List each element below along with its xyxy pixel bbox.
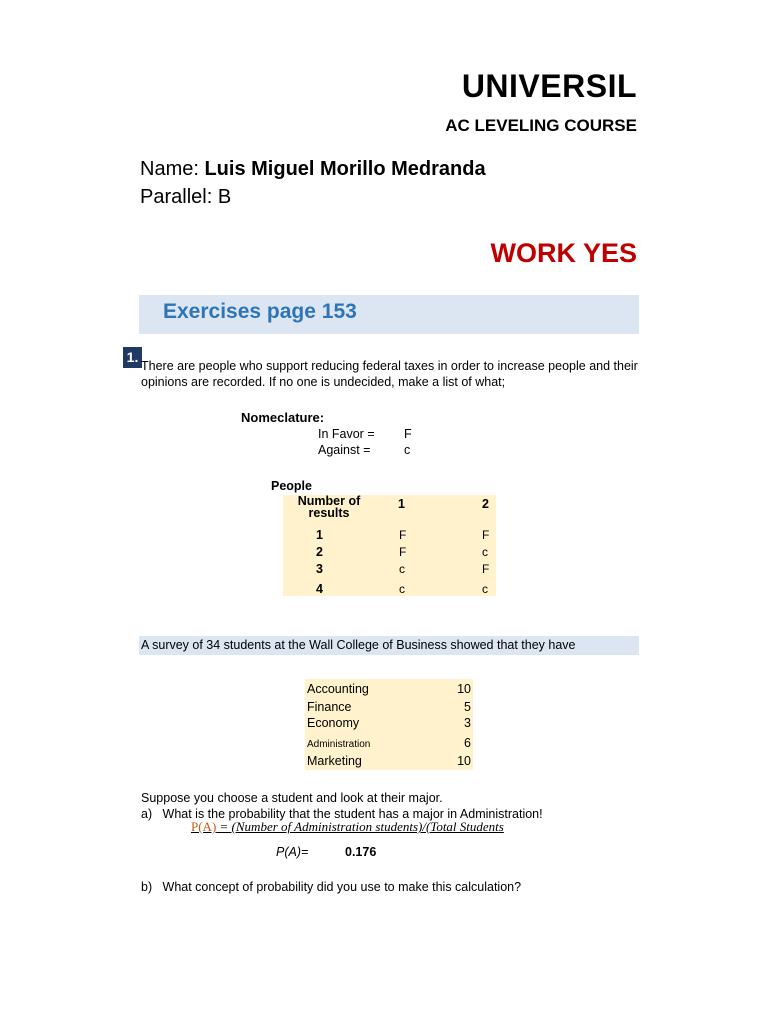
nomenclature-label: Against = bbox=[318, 443, 371, 457]
name-value: Luis Miguel Morillo Medranda bbox=[204, 158, 486, 180]
table-cell: c bbox=[482, 582, 488, 596]
nomenclature-value: F bbox=[404, 427, 412, 441]
student-name bbox=[140, 158, 486, 181]
name-label: Name: bbox=[140, 158, 199, 180]
table-header-col-1: 1 bbox=[398, 497, 405, 511]
table-cell: c bbox=[399, 562, 405, 576]
major-name: Economy bbox=[307, 716, 360, 730]
major-count: 10 bbox=[457, 682, 471, 696]
table-header-col-2: 2 bbox=[482, 497, 489, 511]
major-count: 6 bbox=[464, 736, 471, 750]
major-name: Marketing bbox=[307, 754, 362, 768]
table-cell-number: 2 bbox=[316, 545, 323, 559]
exercise-3-number: 3. bbox=[122, 637, 134, 653]
formula-rest: = (Number of Administration students)/(Total Students bbox=[216, 819, 504, 834]
probability-formula bbox=[191, 819, 504, 835]
nomenclature-value: c bbox=[404, 443, 411, 457]
table-cell: F bbox=[482, 562, 490, 576]
table-cell-number: 3 bbox=[316, 562, 323, 576]
major-name: Finance bbox=[307, 700, 352, 714]
table-cell: F bbox=[399, 528, 407, 542]
table-cell-number: 1 bbox=[316, 528, 323, 542]
nomenclature-title: Nomeclature: bbox=[241, 410, 325, 425]
work-title: WORK YES bbox=[490, 238, 637, 268]
table-header-number-of-results: Number of results bbox=[297, 494, 361, 520]
parallel-label: Parallel: B bbox=[140, 186, 232, 208]
pa-value: 0.176 bbox=[345, 845, 377, 859]
exercise-3-text: A survey of 34 students at the Wall College of Business showed that they have bbox=[141, 638, 576, 652]
major-count: 3 bbox=[464, 716, 471, 730]
formula-pa: P(A) bbox=[191, 819, 217, 834]
table-cell: F bbox=[399, 545, 407, 559]
major-count: 5 bbox=[464, 700, 471, 714]
table-cell-number: 4 bbox=[316, 582, 323, 596]
section-title: Exercises page 153 bbox=[163, 300, 357, 323]
major-name: Administration bbox=[307, 739, 371, 750]
course-title: AC LEVELING COURSE bbox=[445, 116, 637, 135]
question-b: b) What concept of probability did you use to make this calculation? bbox=[141, 880, 522, 894]
table-cell: c bbox=[482, 545, 488, 559]
nomenclature-label: In Favor = bbox=[318, 427, 375, 441]
major-name: Accounting bbox=[307, 682, 369, 696]
exercise-1-text: There are people who support reducing federal taxes in order to increase people and their opinions are recorded. If no one is undecided, make a list of what; bbox=[141, 359, 638, 389]
exercise-3-intro: Suppose you choose a student and look at their major. bbox=[141, 791, 443, 805]
table-cell: c bbox=[399, 582, 405, 596]
question-a: a) What is the probability that the student has a major in Administration! bbox=[141, 807, 543, 821]
pa-label: P(A)= bbox=[276, 845, 309, 859]
school-title: UNIVERSIL bbox=[461, 68, 637, 104]
table-cell: F bbox=[482, 528, 490, 542]
major-count: 10 bbox=[457, 754, 471, 768]
people-label: People bbox=[271, 479, 312, 493]
exercise-1-number: 1. bbox=[123, 347, 142, 368]
